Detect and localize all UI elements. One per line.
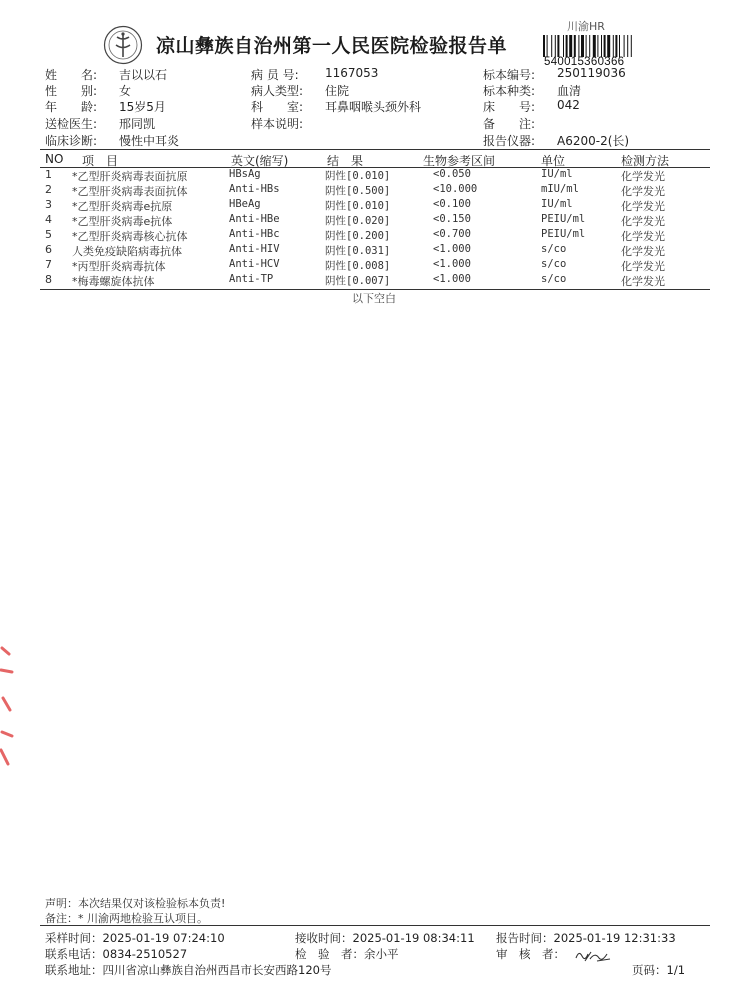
row-item-name: *乙型肝炎病毒e抗体 [72,215,173,228]
diagnosis-label: 临床诊断: [45,134,98,148]
row-english-abbr: Anti-HBe [229,213,280,225]
end-of-results-note: 以下空白 [352,292,396,305]
row-result: 阴性[0.200] [325,230,391,242]
row-result: 阴性[0.010] [325,170,391,182]
patient-id-label: 病 员 号: [251,68,299,82]
row-result: 阴性[0.500] [325,185,391,197]
report-time: 报告时间：2025-01-19 12:31:33 [496,931,676,945]
name-label: 姓 名: [45,68,98,82]
page-number: 页码：1/1 [632,963,686,977]
col-header-method: 检测方法 [621,154,670,168]
reviewer-label: 审 核 者： [496,947,565,961]
row-number: 3 [45,198,52,211]
row-item-name: *乙型肝炎病毒表面抗原 [72,170,188,183]
col-header-unit: 单位 [541,154,566,168]
specimen-type-value: 血清 [557,84,582,98]
row-item-name: 人类免疫缺陷病毒抗体 [72,245,182,258]
department-value: 耳鼻咽喉头颈外科 [325,100,422,114]
col-header-no: NO [45,152,64,166]
row-reference-range: <0.050 [433,168,471,180]
row-result: 阴性[0.007] [325,275,391,287]
row-item-name: *乙型肝炎病毒e抗原 [72,200,173,213]
instrument-label: 报告仪器: [483,134,536,148]
row-number: 7 [45,258,52,271]
top-mark: 川渝HR [567,20,605,33]
doctor-label: 送检医生: [45,117,98,131]
row-unit: PEIU/ml [541,228,586,240]
contact-phone: 联系电话：0834-2510527 [45,947,188,961]
row-item-name: *梅毒螺旋体抗体 [72,275,155,288]
red-stamp-edge-icon [0,640,16,770]
row-english-abbr: HBsAg [229,168,261,180]
row-reference-range: <1.000 [433,273,471,285]
statement-text: 声明：本次结果仅对该检验标本负责! [45,897,226,910]
footer-rule [40,925,710,926]
sex-value: 女 [119,84,132,98]
row-item-name: *丙型肝炎病毒抗体 [72,260,166,273]
collect-time: 采样时间：2025-01-19 07:24:10 [45,931,225,945]
row-method: 化学发光 [621,275,665,288]
row-method: 化学发光 [621,170,665,183]
row-number: 1 [45,168,52,181]
instrument-value: A6200-2(长) [557,134,630,148]
report-title: 凉山彝族自治州第一人民医院检验报告单 [156,35,508,57]
row-number: 8 [45,273,52,286]
row-number: 6 [45,243,52,256]
col-header-item: 项 目 [82,154,119,168]
handwritten-signature-icon [573,946,613,966]
doctor-value: 邢同凯 [119,117,156,131]
row-unit: s/co [541,243,567,255]
row-english-abbr: Anti-HCV [229,258,280,270]
row-reference-range: <1.000 [433,258,471,270]
row-unit: s/co [541,258,567,270]
tester-name: 检 验 者：余小平 [295,947,399,961]
sex-label: 性 别: [45,84,98,98]
name-value: 吉以以石 [119,68,168,82]
remark-label: 备 注: [483,117,536,131]
row-method: 化学发光 [621,260,665,273]
remark-text: 备注：* 川渝两地检验互认项目。 [45,912,208,925]
specimen-no-label: 标本编号: [483,68,536,82]
receive-time: 接收时间：2025-01-19 08:34:11 [295,931,475,945]
diagnosis-value: 慢性中耳炎 [119,134,180,148]
row-english-abbr: Anti-HIV [229,243,280,255]
row-result: 阴性[0.010] [325,200,391,212]
barcode-number: 540015360366 [544,56,625,68]
row-reference-range: <1.000 [433,243,471,255]
bed-value: 042 [557,98,580,112]
row-unit: IU/ml [541,198,573,210]
row-method: 化学发光 [621,185,665,198]
department-label: 科 室: [251,100,304,114]
sample-note-label: 样本说明: [251,117,304,131]
row-english-abbr: Anti-HBc [229,228,280,240]
row-unit: IU/ml [541,168,573,180]
age-label: 年 龄: [45,100,98,114]
col-header-reference: 生物参考区间 [423,154,496,168]
row-method: 化学发光 [621,200,665,213]
row-english-abbr: Anti-HBs [229,183,280,195]
row-method: 化学发光 [621,230,665,243]
col-header-result: 结 果 [327,154,364,168]
row-item-name: *乙型肝炎病毒表面抗体 [72,185,188,198]
barcode-icon [543,35,665,57]
row-number: 5 [45,228,52,241]
row-number: 2 [45,183,52,196]
contact-address: 联系地址：四川省凉山彝族自治州西昌市长安西路120号 [45,963,332,977]
specimen-no-value: 250119036 [557,66,626,80]
row-english-abbr: HBeAg [229,198,261,210]
row-reference-range: <0.700 [433,228,471,240]
row-unit: s/co [541,273,567,285]
row-number: 4 [45,213,52,226]
row-unit: PEIU/ml [541,213,586,225]
patient-type-value: 住院 [325,84,350,98]
row-reference-range: <10.000 [433,183,478,195]
row-result: 阴性[0.008] [325,260,391,272]
row-english-abbr: Anti-TP [229,273,274,285]
row-reference-range: <0.150 [433,213,471,225]
row-unit: mIU/ml [541,183,579,195]
age-value: 15岁5月 [119,100,166,114]
hospital-emblem-icon [103,25,143,65]
table-top-rule [40,149,710,150]
specimen-type-label: 标本种类: [483,84,536,98]
row-result: 阴性[0.031] [325,245,391,257]
row-method: 化学发光 [621,215,665,228]
bed-label: 床 号: [483,100,536,114]
col-header-english: 英文(缩写) [231,154,289,168]
patient-id-value: 1167053 [325,66,379,80]
row-method: 化学发光 [621,245,665,258]
patient-type-label: 病人类型: [251,84,304,98]
row-item-name: *乙型肝炎病毒核心抗体 [72,230,188,243]
row-result: 阴性[0.020] [325,215,391,227]
row-reference-range: <0.100 [433,198,471,210]
